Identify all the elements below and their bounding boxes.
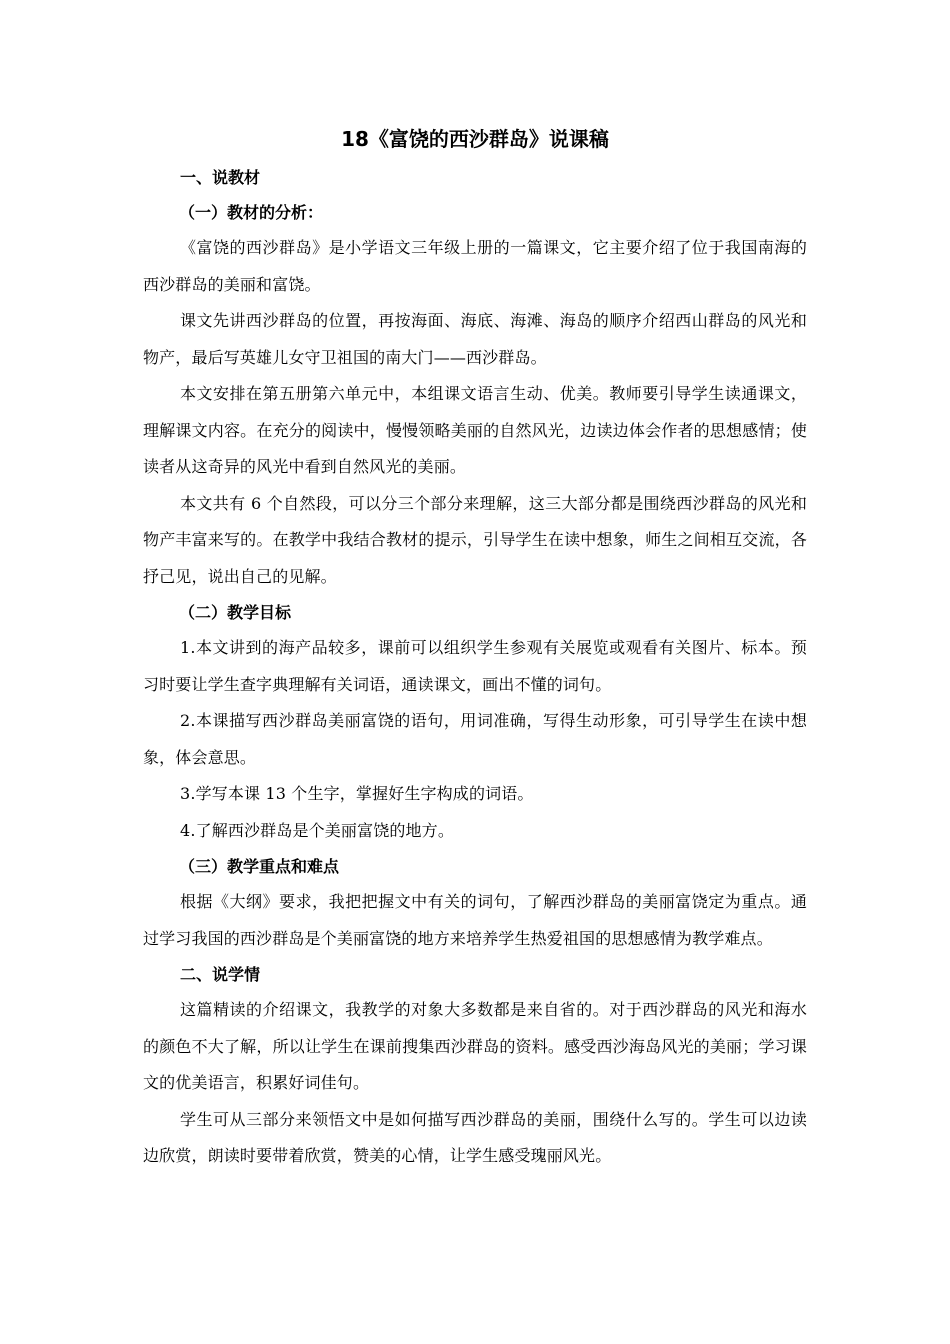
paragraph: 本文共有 6 个自然段，可以分三个部分来理解，这三大部分都是围绕西沙群岛的风光和物产丰富来写的。在教学中我结合教材的提示，引导学生在读中想象，师生之间相互交流，各抒己见，说出自己的见解。 <box>143 493 807 586</box>
subheading-material-analysis: （一）教材的分析： <box>179 203 324 222</box>
goal-item: 2.本课描写西沙群岛美丽富饶的语句，用词准确，写得生动形象，可引导学生在读中想象，体会意思。 <box>143 711 807 767</box>
goal-item: 3.学写本课 13 个生字，掌握好生字构成的词语。 <box>180 784 534 803</box>
paragraph: 这篇精读的介绍课文，我教学的对象大多数都是来自省的。对于西沙群岛的风光和海水的颜色不大了解，所以让学生在课前搜集西沙群岛的资料。感受西沙海岛风光的美丽；学习课文的优美语言，积累好词佳句。 <box>143 1000 807 1092</box>
section-heading-student-analysis: 二、说学情 <box>180 965 261 984</box>
document-body <box>143 160 807 1175</box>
paragraph: 课文先讲西沙群岛的位置，再按海面、海底、海滩、海岛的顺序介绍西山群岛的风光和物产，最后写英雄儿女守卫祖国的南大门——西沙群岛。 <box>143 311 807 367</box>
goal-item: 4.了解西沙群岛是个美丽富饶的地方。 <box>180 820 454 840</box>
paragraph: 根据《大纲》要求，我把把握文中有关的词句，了解西沙群岛的美丽富饶定为重点。通过学习我国的西沙群岛是个美丽富饶的地方来培养学生热爱祖国的思想感情为教学难点。 <box>143 892 807 948</box>
goal-item: 1.本文讲到的海产品较多，课前可以组织学生参观有关展览或观看有关图片、标本。预习时要让学生查字典理解有关词语，通读课文，画出不懂的词句。 <box>143 638 807 694</box>
document-title: 18《富饶的西沙群岛》说课稿 <box>341 127 609 151</box>
subheading-teaching-goals: （二）教学目标 <box>179 603 292 622</box>
paragraph: 本文安排在第五册第六单元中，本组课文语言生动、优美。教师要引导学生读通课文，理解课文内容。在充分的阅读中，慢慢领略美丽的自然风光，边读边体会作者的思想感情；使读者从这奇异的风光中看到自然风光的美丽。 <box>143 384 807 476</box>
subheading-key-points: （三）教学重点和难点 <box>179 857 340 876</box>
paragraph: 学生可从三部分来领悟文中是如何描写西沙群岛的美丽，围绕什么写的。学生可以边读边欣赏，朗读时要带着欣赏，赞美的心情，让学生感受瑰丽风光。 <box>143 1109 807 1165</box>
section-heading-teaching-material: 一、说教材 <box>180 168 261 187</box>
paragraph: 《富饶的西沙群岛》是小学语文三年级上册的一篇课文，它主要介绍了位于我国南海的西沙群岛的美丽和富饶。 <box>143 238 807 294</box>
